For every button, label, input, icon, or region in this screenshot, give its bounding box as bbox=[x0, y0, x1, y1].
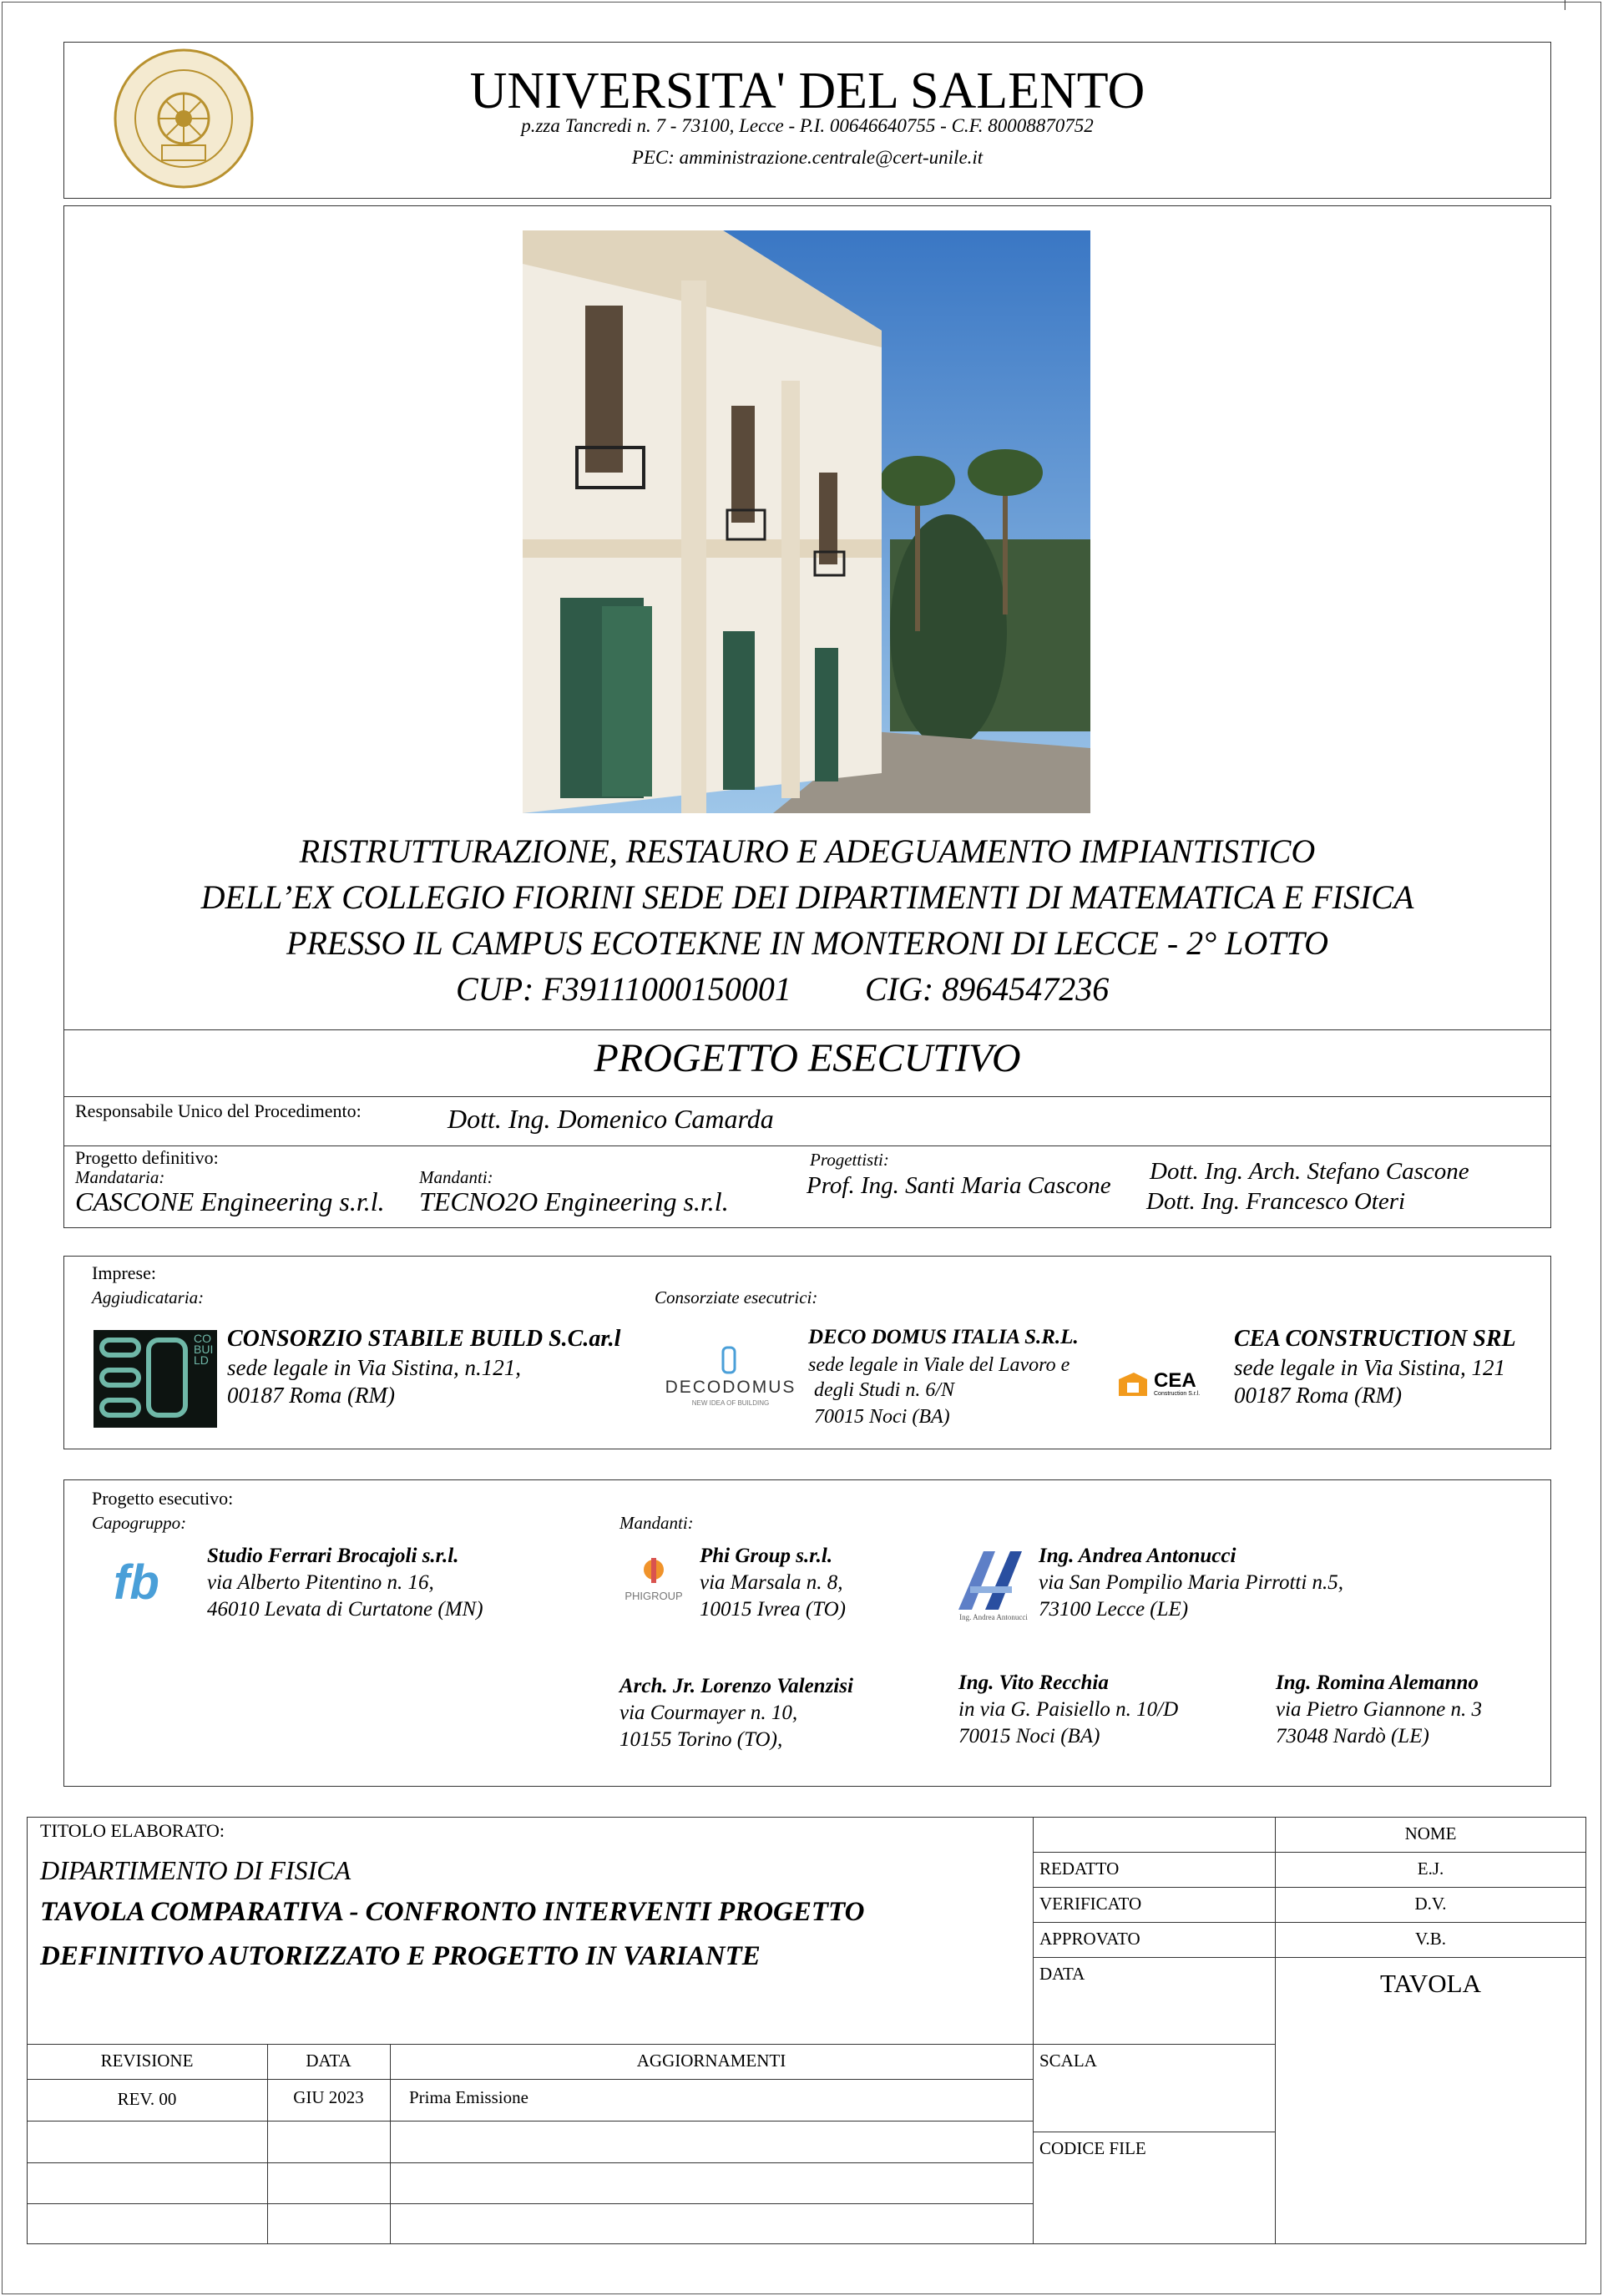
tb-hline-rev-top bbox=[27, 2044, 1033, 2045]
alemanno-name: Ing. Romina Alemanno bbox=[1276, 1671, 1479, 1694]
antonucci-name: Ing. Andrea Antonucci bbox=[1039, 1545, 1236, 1567]
cea-logo-text: CEA bbox=[1154, 1369, 1196, 1392]
alemanno-address-1: via Pietro Giannone n. 3 bbox=[1276, 1698, 1482, 1721]
recchia-name: Ing. Vito Recchia bbox=[958, 1671, 1109, 1694]
ferrari-address-2: 46010 Levata di Curtatone (MN) bbox=[207, 1598, 483, 1621]
cea-address-1: sede legale in Via Sistina, 121 bbox=[1234, 1355, 1505, 1380]
redatto-label: REDATTO bbox=[1039, 1859, 1120, 1879]
tb-hline-scala bbox=[1033, 2044, 1275, 2045]
progettista-3: Dott. Ing. Francesco Oteri bbox=[1146, 1188, 1406, 1215]
esecutivo-mandanti-label: Mandanti: bbox=[619, 1513, 694, 1533]
mandataria-label: Mandataria: bbox=[75, 1167, 165, 1187]
tb-vline-nome bbox=[1275, 1817, 1276, 2244]
tb-hline-rev-4 bbox=[27, 2203, 1033, 2204]
recchia-address-2: 70015 Noci (BA) bbox=[958, 1725, 1100, 1747]
tb-hline-rev-1 bbox=[27, 2079, 1033, 2080]
tb-hline-r4 bbox=[1033, 1957, 1586, 1958]
project-cig: CIG: 8964547236 bbox=[865, 970, 1110, 1008]
university-name: UNIVERSITA' DEL SALENTO bbox=[469, 63, 1145, 119]
tb-vline-data bbox=[390, 2044, 391, 2244]
antonucci-address-1: via San Pompilio Maria Pirrotti n.5, bbox=[1039, 1571, 1344, 1594]
antonucci-address-2: 73100 Lecce (LE) bbox=[1039, 1598, 1189, 1621]
project-title-line-1: RISTRUTTURAZIONE, RESTAURO E ADEGUAMENTO IMPIANTISTICO bbox=[299, 832, 1316, 870]
tb-hline-rev-2 bbox=[27, 2121, 1033, 2122]
aggiudicataria-label: Aggiudicataria: bbox=[92, 1287, 205, 1307]
phi-name: Phi Group s.r.l. bbox=[700, 1545, 833, 1567]
decodomus-logo-text: DECODOMUS bbox=[665, 1378, 796, 1397]
rup-label: Responsabile Unico del Procedimento: bbox=[75, 1100, 362, 1121]
progettista-1: Prof. Ing. Santi Maria Cascone bbox=[807, 1172, 1111, 1199]
tb-vline-main bbox=[1033, 1817, 1034, 2244]
tb-hline-r3 bbox=[1033, 1922, 1586, 1923]
capogruppo-label: Capogruppo: bbox=[92, 1513, 187, 1533]
project-title-line-3: PRESSO IL CAMPUS ECOTEKNE IN MONTERONI DI LECCE - 2° LOTTO bbox=[286, 924, 1328, 962]
ferrari-name: Studio Ferrari Brocajoli s.r.l. bbox=[207, 1545, 459, 1567]
project-cup: CUP: F39111000150001 bbox=[456, 970, 791, 1008]
deco-address-1: sede legale in Viale del Lavoro e bbox=[808, 1354, 1070, 1376]
phi-address-1: via Marsala n. 8, bbox=[700, 1571, 843, 1594]
ferrari-address-1: via Alberto Pitentino n. 16, bbox=[207, 1571, 434, 1594]
cea-name: CEA CONSTRUCTION SRL bbox=[1234, 1326, 1516, 1352]
tb-hline-r1 bbox=[1033, 1852, 1586, 1853]
consorziate-label: Consorziate esecutrici: bbox=[655, 1287, 818, 1307]
rev-data-header: DATA bbox=[306, 2051, 351, 2071]
university-address: p.zza Tancredi n. 7 - 73100, Lecce - P.I. 00646640755 - C.F. 80008870752 bbox=[521, 115, 1094, 136]
deco-name: DECO DOMUS ITALIA S.R.L. bbox=[808, 1326, 1079, 1348]
build-logo-text: CO BUILD bbox=[194, 1332, 214, 1367]
tb-hline-r2 bbox=[1033, 1887, 1586, 1888]
rev-header: REVISIONE bbox=[100, 2051, 194, 2071]
redatto-value: E.J. bbox=[1417, 1859, 1444, 1879]
phigroup-logo bbox=[616, 1555, 691, 1616]
rev-row-1-rev: REV. 00 bbox=[117, 2089, 177, 2109]
rev-row-1-data: GIU 2023 bbox=[293, 2087, 364, 2107]
definitivo-label: Progetto definitivo: bbox=[75, 1147, 219, 1168]
rev-agg-header: AGGIORNAMENTI bbox=[636, 2051, 786, 2071]
imprese-label: Imprese: bbox=[92, 1262, 156, 1283]
ferrari-logo bbox=[114, 1555, 180, 1610]
divider-phase-top bbox=[63, 1029, 1551, 1030]
university-seal bbox=[112, 47, 255, 190]
decodomus-logo bbox=[660, 1344, 802, 1411]
nome-label: NOME bbox=[1404, 1823, 1457, 1843]
tb-hline-rev-3 bbox=[27, 2162, 1033, 2163]
recchia-address-1: in via G. Paisiello n. 10/D bbox=[958, 1698, 1179, 1721]
build-address-1: sede legale in Via Sistina, n.121, bbox=[227, 1355, 521, 1380]
titolo-line-1: TAVOLA COMPARATIVA - CONFRONTO INTERVENTI PROGETTO bbox=[40, 1897, 865, 1927]
imprese-box bbox=[63, 1256, 1551, 1449]
university-pec: PEC: amministrazione.centrale@cert-unile.it bbox=[631, 147, 984, 168]
codice-file-label: CODICE FILE bbox=[1039, 2138, 1146, 2158]
verificato-label: VERIFICATO bbox=[1039, 1894, 1142, 1914]
mandanti-label: Mandanti: bbox=[419, 1167, 493, 1187]
tb-vline-rev bbox=[267, 2044, 268, 2244]
build-address-2: 00187 Roma (RM) bbox=[227, 1383, 395, 1408]
antonucci-logo bbox=[952, 1546, 1035, 1623]
mandanti-name: TECNO2O Engineering s.r.l. bbox=[419, 1186, 729, 1216]
progettista-2: Dott. Ing. Arch. Stefano Cascone bbox=[1150, 1158, 1469, 1185]
approvato-value: V.B. bbox=[1415, 1929, 1446, 1949]
valenzisi-name: Arch. Jr. Lorenzo Valenzisi bbox=[619, 1675, 853, 1697]
tavola-label: TAVOLA bbox=[1380, 1969, 1481, 1998]
decodomus-logo-sub: NEW IDEA OF BUILDING bbox=[691, 1399, 770, 1407]
verificato-value: D.V. bbox=[1414, 1894, 1447, 1914]
rev-row-1-agg: Prima Emissione bbox=[409, 2087, 528, 2107]
build-logo bbox=[94, 1330, 217, 1428]
divider-rup-top bbox=[63, 1096, 1551, 1097]
project-phase: PROGETTO ESECUTIVO bbox=[594, 1036, 1021, 1080]
valenzisi-address-1: via Courmayer n. 10, bbox=[619, 1702, 798, 1724]
approvato-label: APPROVATO bbox=[1039, 1929, 1140, 1949]
building-photo bbox=[523, 230, 1090, 813]
cea-address-2: 00187 Roma (RM) bbox=[1234, 1383, 1402, 1408]
ferrari-logo-text: fb bbox=[114, 1555, 159, 1610]
alemanno-address-2: 73048 Nardò (LE) bbox=[1276, 1725, 1429, 1747]
titolo-line-2: DEFINITIVO AUTORIZZATO E PROGETTO IN VARIANTE bbox=[40, 1941, 761, 1971]
build-name: CONSORZIO STABILE BUILD S.C.ar.l bbox=[227, 1326, 621, 1352]
esecutivo-label: Progetto esecutivo: bbox=[92, 1488, 234, 1509]
deco-address-3: 70015 Noci (BA) bbox=[814, 1406, 950, 1428]
cea-logo-sub: Construction S.r.l. bbox=[1154, 1391, 1201, 1397]
cea-logo bbox=[1117, 1368, 1216, 1401]
scala-label: SCALA bbox=[1039, 2051, 1097, 2071]
phigroup-logo-text: PHIGROUP bbox=[625, 1590, 683, 1602]
deco-address-2: degli Studi n. 6/N bbox=[814, 1379, 954, 1401]
project-title-line-2: DELL’EX COLLEGIO FIORINI SEDE DEI DIPARTIMENTI DI MATEMATICA E FISICA bbox=[200, 878, 1414, 916]
mandataria-name: CASCONE Engineering s.r.l. bbox=[75, 1186, 385, 1216]
phi-address-2: 10015 Ivrea (TO) bbox=[700, 1598, 846, 1621]
titolo-label: TITOLO ELABORATO: bbox=[40, 1820, 225, 1841]
valenzisi-address-2: 10155 Torino (TO), bbox=[619, 1728, 783, 1751]
divider-definitivo-top bbox=[63, 1145, 1551, 1146]
data-label: DATA bbox=[1039, 1964, 1085, 1984]
antonucci-logo-text: Ing. Andrea Antonucci bbox=[959, 1613, 1028, 1621]
progettisti-label: Progettisti: bbox=[810, 1150, 889, 1170]
rup-name: Dott. Ing. Domenico Camarda bbox=[448, 1104, 774, 1134]
dipartimento: DIPARTIMENTO DI FISICA bbox=[40, 1855, 351, 1885]
